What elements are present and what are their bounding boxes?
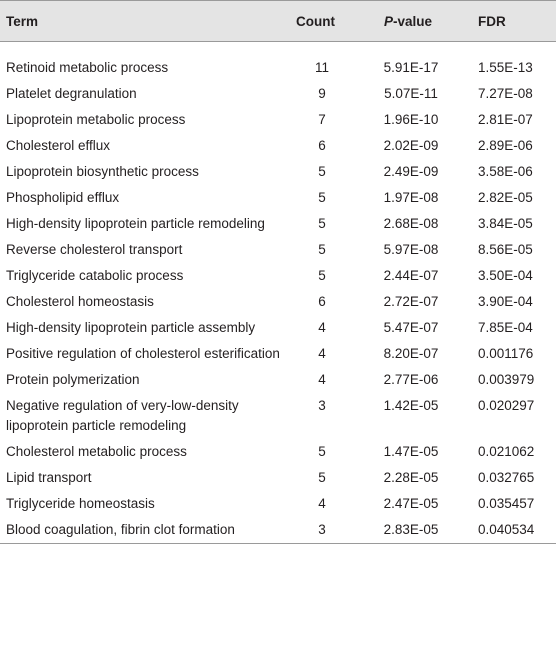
fdr-cell: 3.50E-04	[478, 268, 533, 283]
fdr-cell: 2.81E-07	[478, 112, 533, 127]
count-cell: 6	[318, 294, 326, 309]
p-value-cell: 1.42E-05	[383, 398, 439, 413]
term-cell: Retinoid metabolic process	[6, 60, 169, 75]
p-value-cell: 2.83E-05	[368, 517, 460, 544]
p-value-cell: 5.47E-07	[383, 320, 439, 335]
table-row	[0, 81, 556, 107]
count-cell: 5	[318, 268, 326, 283]
p-value-cell: 2.72E-07	[383, 294, 439, 309]
term-cell: Negative regulation of very-low-density lipoprotein particle remodeling	[6, 398, 239, 433]
table-row	[0, 185, 556, 211]
fdr-cell: 0.001176	[478, 346, 534, 361]
fdr-cell: 8.56E-05	[478, 242, 533, 257]
table-row	[0, 289, 556, 315]
header-count: Count	[292, 1, 368, 42]
count-cell: 3	[318, 398, 326, 413]
fdr-cell: 7.27E-08	[478, 86, 533, 101]
fdr-cell: 3.58E-06	[478, 164, 533, 179]
count-cell: 5	[318, 470, 326, 485]
p-value-cell: 8.20E-07	[383, 346, 439, 361]
p-value-cell: 5.97E-08	[383, 242, 439, 257]
term-cell: Lipoprotein biosynthetic process	[6, 164, 199, 179]
count-cell: 4	[318, 320, 326, 335]
header-fdr: FDR	[460, 1, 556, 42]
table-row	[0, 263, 556, 289]
table-row	[0, 211, 556, 237]
fdr-cell: 3.90E-04	[478, 294, 533, 309]
table-row	[0, 315, 556, 341]
p-value-cell: 2.28E-05	[383, 470, 439, 485]
term-cell: High-density lipoprotein particle assembly	[6, 320, 256, 335]
term-cell: Reverse cholesterol transport	[6, 242, 183, 257]
p-value-cell: 2.77E-06	[383, 372, 439, 387]
table-header-row	[0, 1, 556, 42]
p-value-cell: 2.49E-09	[383, 164, 439, 179]
count-cell: 5	[318, 164, 326, 179]
table-row	[0, 491, 556, 517]
term-cell: Triglyceride homeostasis	[6, 496, 155, 511]
fdr-cell: 2.82E-05	[478, 190, 533, 205]
table-row	[0, 367, 556, 393]
fdr-cell: 0.021062	[478, 444, 535, 459]
term-cell: Blood coagulation, fibrin clot formation	[0, 517, 292, 544]
fdr-cell: 0.032765	[478, 470, 535, 485]
table-row	[0, 393, 556, 439]
table-row	[0, 133, 556, 159]
table-spacer-row	[0, 42, 556, 56]
fdr-cell: 2.89E-06	[478, 138, 533, 153]
count-cell: 4	[318, 346, 326, 361]
count-cell: 11	[314, 60, 329, 75]
table-row	[0, 159, 556, 185]
p-value-cell: 2.44E-07	[383, 268, 439, 283]
table-row	[0, 107, 556, 133]
p-value-cell: 5.07E-11	[384, 86, 438, 101]
table-row	[0, 237, 556, 263]
p-value-cell: 2.47E-05	[383, 496, 439, 511]
table-row	[0, 55, 556, 81]
count-cell: 4	[318, 496, 326, 511]
count-cell: 9	[318, 86, 326, 101]
count-cell: 4	[318, 372, 326, 387]
count-cell: 5	[318, 190, 326, 205]
term-cell: High-density lipoprotein particle remodeling	[6, 216, 265, 231]
term-cell: Protein polymerization	[6, 372, 140, 387]
term-cell: Cholesterol homeostasis	[6, 294, 154, 309]
count-cell: 3	[292, 517, 368, 544]
header-p-suffix: -value	[393, 13, 433, 29]
term-cell: Cholesterol metabolic process	[6, 444, 187, 459]
term-cell: Triglyceride catabolic process	[6, 268, 184, 283]
table-row	[0, 341, 556, 367]
fdr-cell: 0.040534	[460, 517, 556, 544]
p-value-cell: 1.97E-08	[383, 190, 439, 205]
term-cell: Platelet degranulation	[6, 86, 137, 101]
count-cell: 5	[318, 216, 326, 231]
header-p-value	[368, 1, 460, 42]
fdr-cell: 0.035457	[478, 496, 535, 511]
count-cell: 7	[318, 112, 326, 127]
header-term: Term	[0, 1, 292, 42]
table-row	[0, 439, 556, 465]
term-cell: Phospholipid efflux	[6, 190, 120, 205]
fdr-cell: 7.85E-04	[478, 320, 533, 335]
count-cell: 5	[318, 242, 326, 257]
p-value-cell: 2.68E-08	[383, 216, 439, 231]
fdr-cell: 0.020297	[478, 398, 535, 413]
header-p-italic: P	[384, 13, 394, 29]
table-row	[0, 465, 556, 491]
p-value-cell: 1.47E-05	[383, 444, 439, 459]
table-row	[0, 517, 556, 544]
fdr-cell: 0.003979	[478, 372, 535, 387]
term-cell: Cholesterol efflux	[6, 138, 111, 153]
count-cell: 6	[318, 138, 326, 153]
p-value-cell: 1.96E-10	[383, 112, 439, 127]
term-cell: Lipid transport	[6, 470, 92, 485]
count-cell: 5	[318, 444, 326, 459]
term-cell: Positive regulation of cholesterol esterification	[6, 346, 280, 361]
p-value-cell: 5.91E-17	[383, 60, 439, 75]
table-body	[0, 42, 556, 544]
fdr-cell: 3.84E-05	[478, 216, 533, 231]
fdr-cell: 1.55E-13	[478, 60, 533, 75]
p-value-cell: 2.02E-09	[383, 138, 439, 153]
term-cell: Lipoprotein metabolic process	[6, 112, 186, 127]
